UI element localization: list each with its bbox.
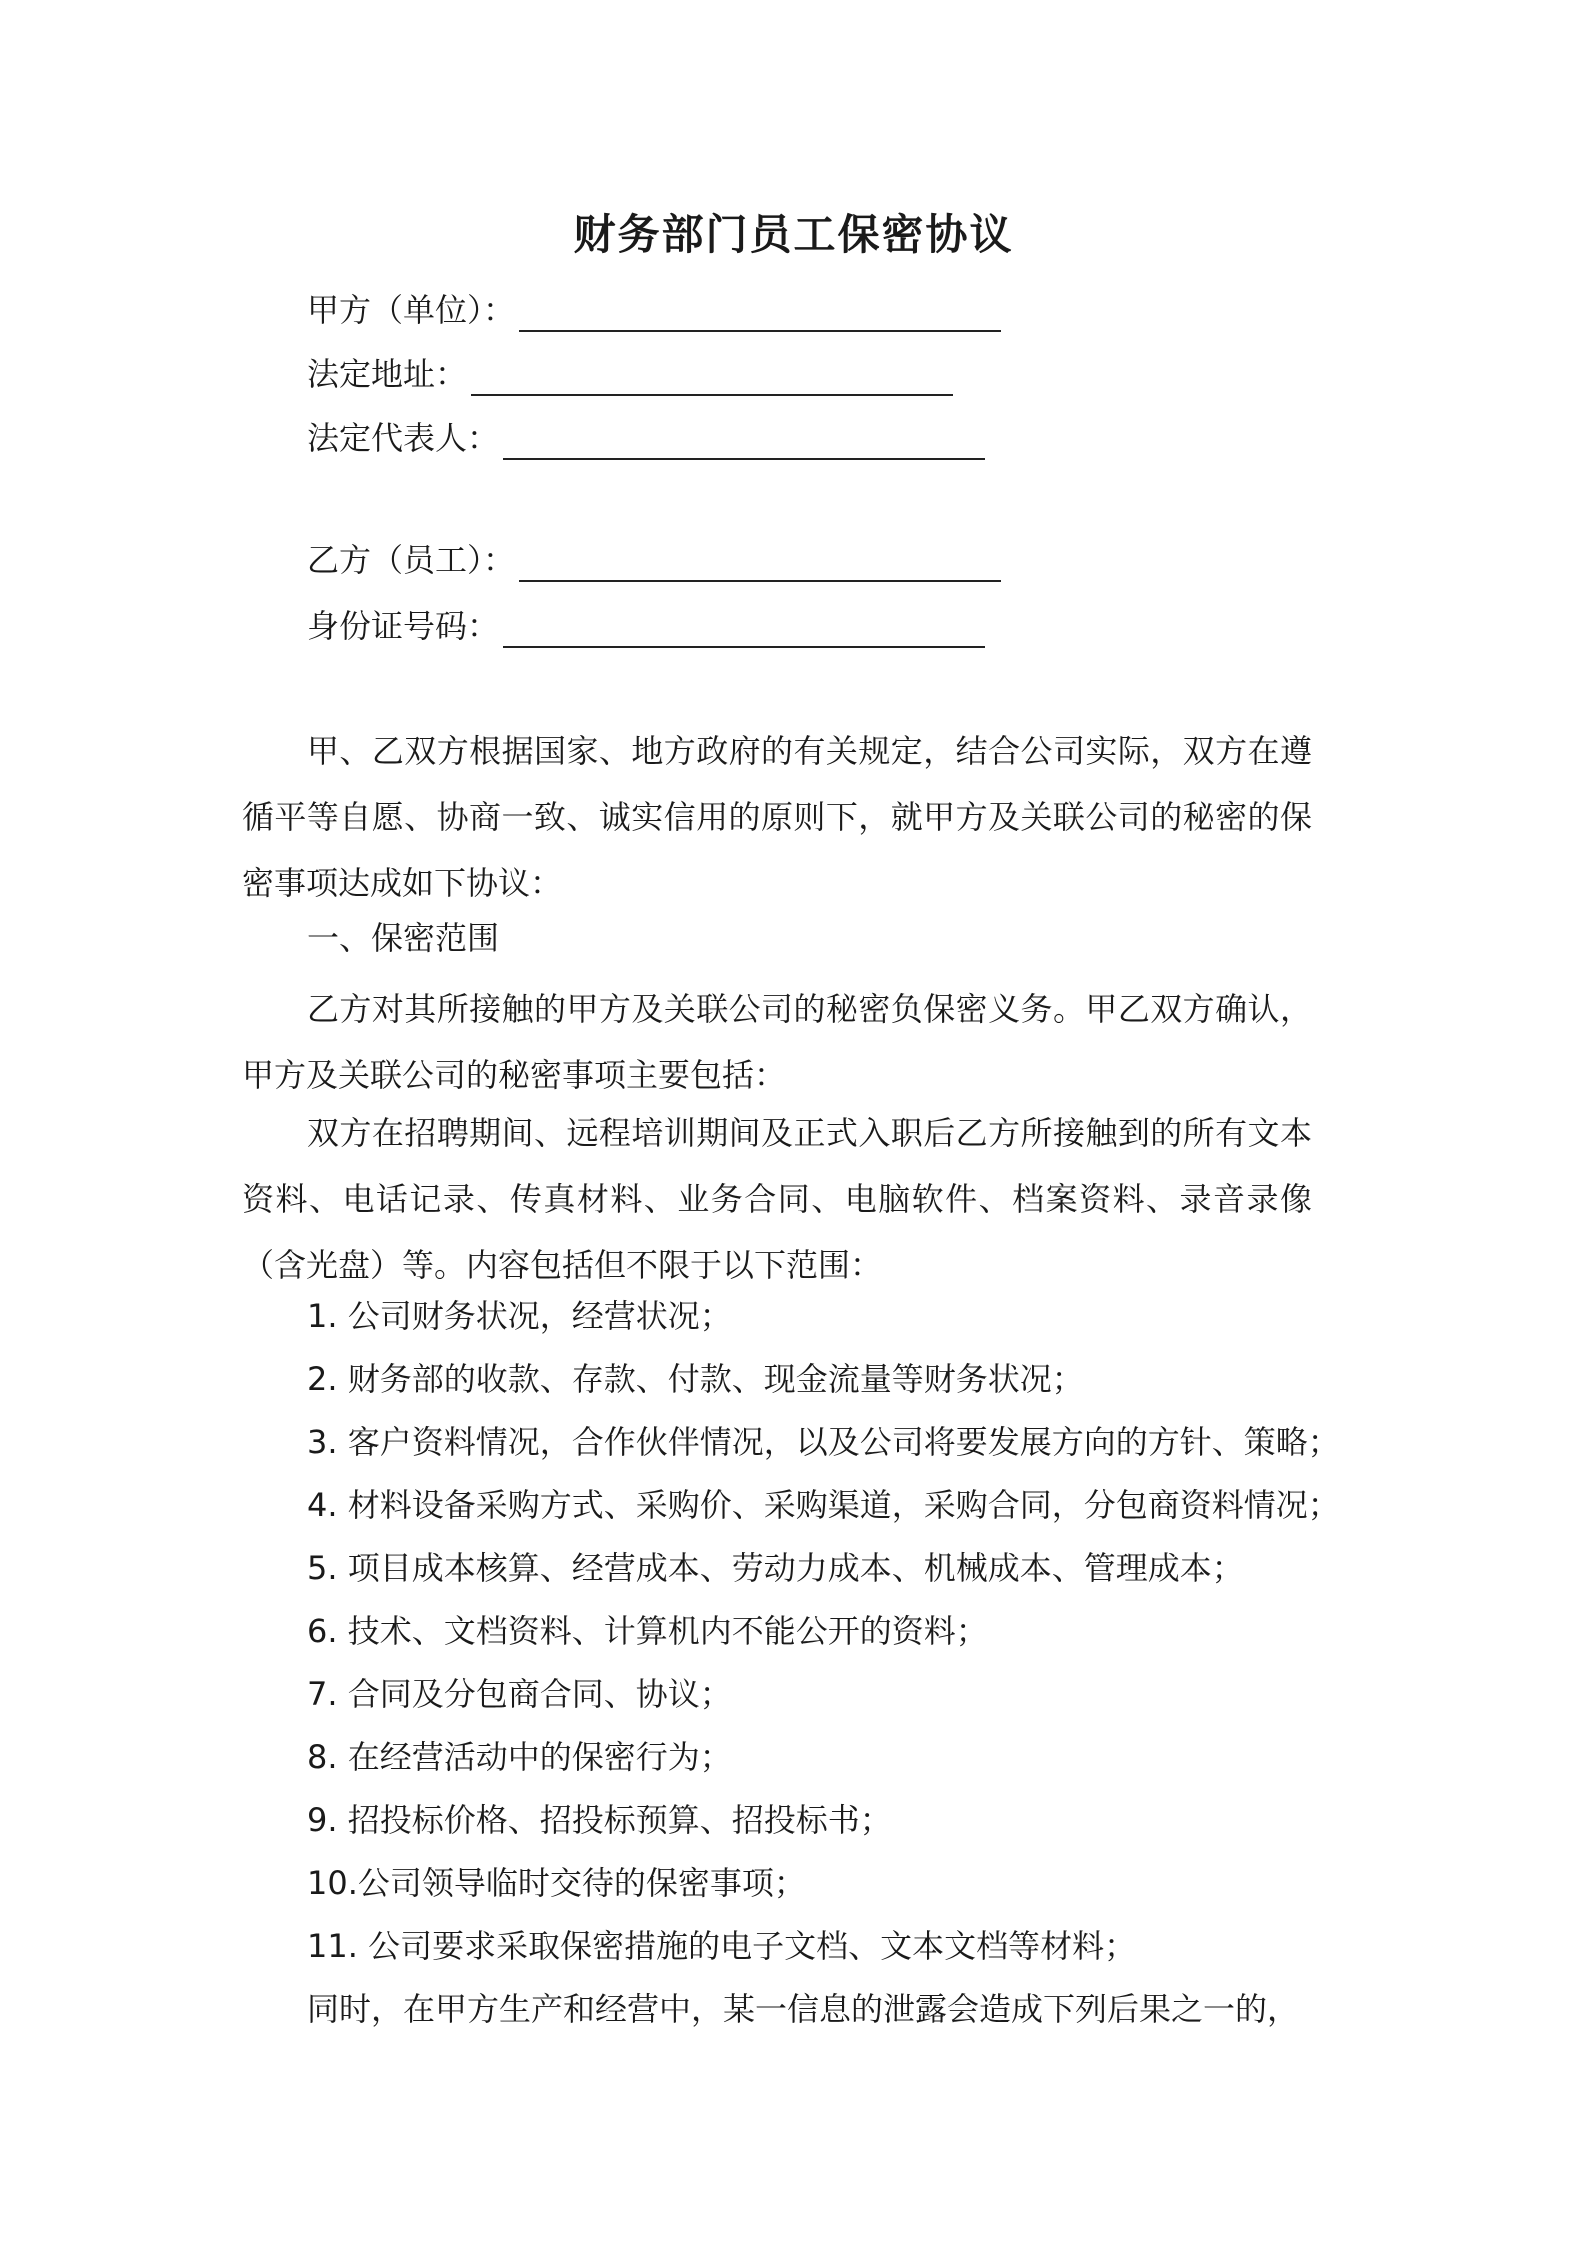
list-item: 7. 合同及分包商合同、协议； [307,1675,732,1713]
party-b-employee-label: 乙方（员工）： [307,541,516,579]
party-a-unit-label: 甲方（单位）： [307,291,516,329]
list-item: 5. 项目成本核算、经营成本、劳动力成本、机械成本、管理成本； [307,1549,1244,1587]
list-item: 9. 招投标价格、招投标预算、招投标书； [307,1801,892,1839]
party-b-employee-blank[interactable] [519,544,1001,582]
list-item: 8. 在经营活动中的保密行为； [307,1738,732,1776]
party-a-address-field [307,352,953,396]
list-item: 11. 公司要求采取保密措施的电子文档、文本文档等材料； [307,1927,1137,1965]
party-a-address-label: 法定地址： [307,355,468,393]
section-1-paragraph-2: 双方在招聘期间、远程培训期间及正式入职后乙方所接触到的所有文本资料、电话记录、传真材料、业务合同、电脑软件、档案资料、录音录像（含光盘）等。内容包括但不限于以下范围： [242,1114,1312,1284]
party-a-unit-field [307,288,1001,332]
party-a-representative-field [307,416,985,460]
list-item: 3. 客户资料情况，合作伙伴情况，以及公司将要发展方向的方针、策略； [307,1423,1340,1461]
section-1-heading: 一、保密范围 [307,919,500,957]
list-item: 1. 公司财务状况，经营状况； [307,1297,732,1335]
list-item: 2. 财务部的收款、存款、付款、现金流量等财务状况； [307,1360,1084,1398]
list-item: 10.公司领导临时交待的保密事项； [307,1864,806,1902]
party-b-id-field [307,604,985,648]
closing-line: 同时，在甲方生产和经营中，某一信息的泄露会造成下列后果之一的， [307,1990,1300,2028]
party-a-representative-label: 法定代表人： [307,419,500,457]
party-b-id-label: 身份证号码： [307,607,500,645]
party-a-address-blank[interactable] [471,358,953,396]
party-b-employee-field [307,538,1001,582]
section-1-paragraph-1: 乙方对其所接触的甲方及关联公司的秘密负保密义务。甲乙双方确认，甲方及关联公司的秘密事项主要包括： [242,990,1312,1094]
document-title: 财务部门员工保密协议 [573,210,1014,259]
party-b-id-blank[interactable] [503,610,985,648]
list-item: 4. 材料设备采购方式、采购价、采购渠道，采购合同，分包商资料情况； [307,1486,1340,1524]
list-item: 6. 技术、文档资料、计算机内不能公开的资料； [307,1612,988,1650]
party-a-unit-blank[interactable] [519,294,1001,332]
intro-paragraph: 甲、乙双方根据国家、地方政府的有关规定，结合公司实际，双方在遵循平等自愿、协商一致、诚实信用的原则下，就甲方及关联公司的秘密的保密事项达成如下协议： [242,732,1312,902]
party-a-representative-blank[interactable] [503,422,985,460]
